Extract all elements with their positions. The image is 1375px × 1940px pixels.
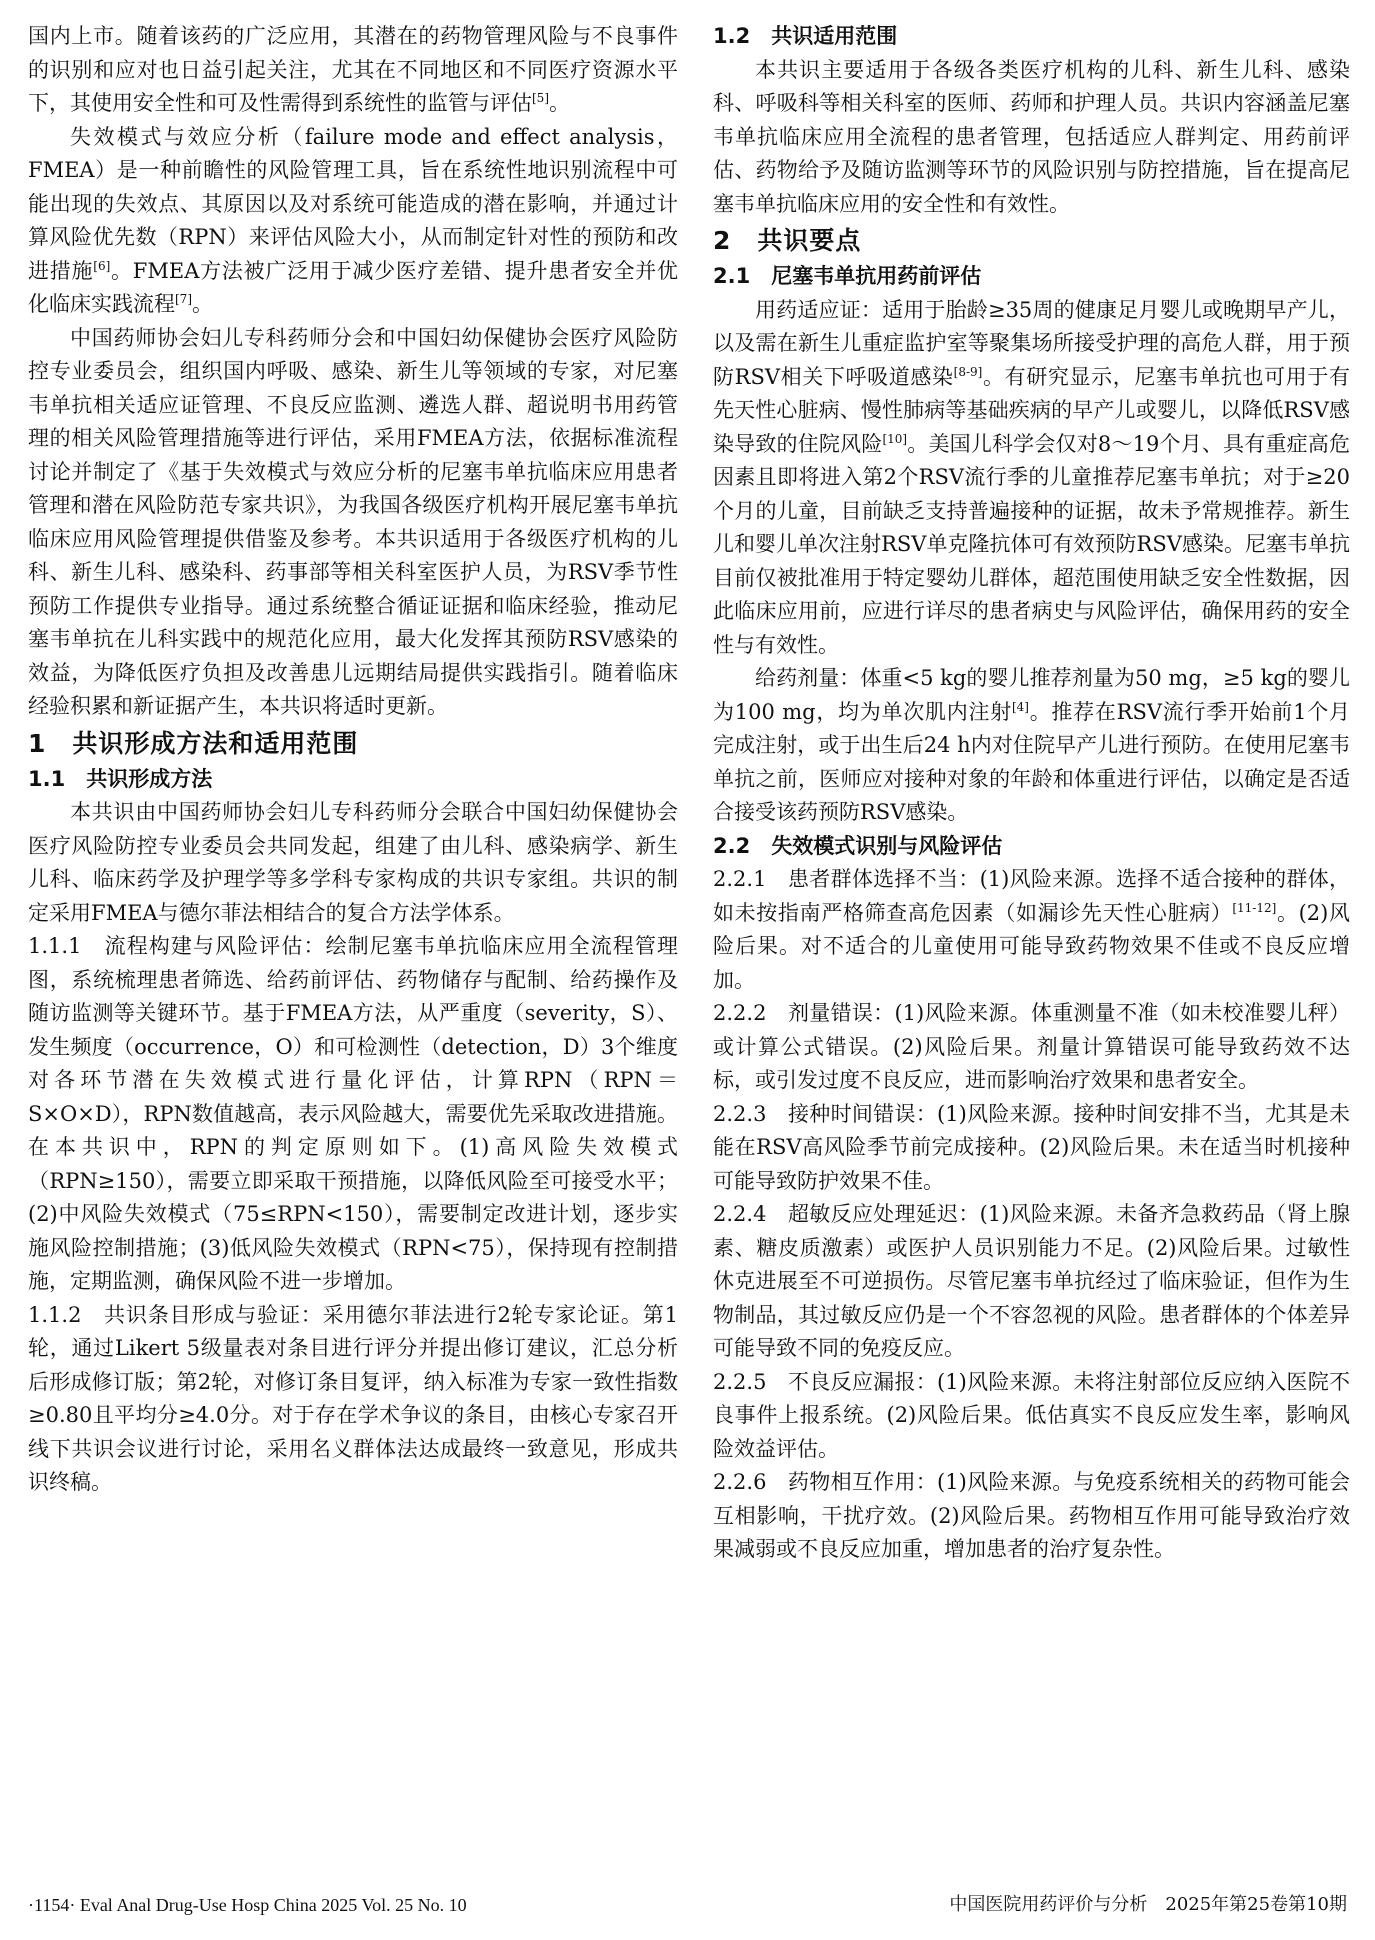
paragraph: 给药剂量：体重<5 kg的婴儿推荐剂量为50 mg，≥5 kg的婴儿为100 mg，均为单次肌内注射[4]。推荐在RSV流行季开始前1个月完成注射，或于出生后24 h内对住院早产儿进行预防。在使用尼塞韦单抗之前，医师应对接种对象的年龄和体重进行评估，以确定是否适合接受该药预防RSV感染。 <box>713 666 1350 824</box>
paragraph: 2.2.6 药物相互作用：(1)风险来源。与免疫系统相关的药物可能会互相影响，干扰疗效。(2)风险后果。药物相互作用可能导致治疗效果减弱或不良反应加重，增加患者的治疗复杂性。 <box>713 1470 1350 1561</box>
page-footer-left: ·1154· Eval Anal Drug-Use Hosp China 2025 Vol. 25 No. 10 <box>28 1895 467 1915</box>
left-column <box>28 20 678 1500</box>
paragraph: 1.1.1 流程构建与风险评估：绘制尼塞韦单抗临床应用全流程管理图，系统梳理患者筛选、给药前评估、药物储存与配制、给药操作及随访监测等关键环节。基于FMEA方法，从严重度（severity，S）、发生频度（occurrence，O）和可检测性（detection，D）3个维度对各环节潜在失效模式进行量化评估，计算RPN（RPN＝S×O×D），RPN数值越高，表示风险越大，需要优先采取改进措施。在本共识中，RPN的判定原则如下。(1)高风险失效模式（RPN≥150），需要立即采取干预措施，以降低风险至可接受水平；(2)中风险失效模式（75≤RPN<150），需要制定改进计划，逐步实施风险控制措施；(3)低风险失效模式（RPN<75），保持现有控制措施，定期监测，确保风险不进一步增加。 <box>28 934 678 1293</box>
subsection-heading: 2.2 失效模式识别与风险评估 <box>713 833 1003 858</box>
paragraph: 2.2.3 接种时间错误：(1)风险来源。接种时间安排不当，尤其是未能在RSV高风险季节前完成接种。(2)风险后果。未在适当时机接种可能导致防护效果不佳。 <box>713 1101 1350 1193</box>
paragraph: 国内上市。随着该药的广泛应用，其潜在的药物管理风险与不良事件的识别和应对也日益引起关注，尤其在不同地区和不同医疗资源水平下，其使用安全性和可及性需得到系统性的监管与评估[5]。 <box>28 24 678 115</box>
paragraph: 1.1.2 共识条目形成与验证：采用德尔菲法进行2轮专家论证。第1轮，通过Likert 5级量表对条目进行评分并提出修订建议，汇总分析后形成修订版；第2轮，对修订条目复评，纳入标准为专家一致性指数≥0.80且平均分≥4.0分。对于存在学术争议的条目，由核心专家召开线下共识会议进行讨论，采用名义群体法达成最终一致意见，形成共识终稿。 <box>28 1302 678 1494</box>
section-heading: 1 共识形成方法和适用范围 <box>28 728 359 758</box>
section-heading: 2 共识要点 <box>713 226 862 255</box>
citation[interactable]: [10] <box>882 431 908 446</box>
subsection-heading: 2.1 尼塞韦单抗用药前评估 <box>713 264 982 288</box>
citation[interactable]: [11-12] <box>1232 900 1277 915</box>
subsection-heading: 1.1 共识形成方法 <box>28 766 213 791</box>
paragraph: 2.2.1 患者群体选择不当：(1)风险来源。选择不适合接种的群体，如未按指南严格筛查高危因素（如漏诊先天性心脏病）[11-12]。(2)风险后果。对不适合的儿童使用可能导致药物效果不佳或不良反应增加。 <box>713 867 1350 992</box>
citation[interactable]: [8-9] <box>953 364 983 379</box>
citation[interactable]: [7] <box>175 292 192 306</box>
page-footer-right: 中国医院用药评价与分析 2025年第25卷第10期 <box>949 1894 1347 1915</box>
subsection-heading: 1.2 共识适用范围 <box>713 24 898 48</box>
paragraph: 失效模式与效应分析（failure mode and effect analysis，FMEA）是一种前瞻性的风险管理工具，旨在系统性地识别流程中可能出现的失效点、其原因以及对系统可能造成的潜在影响，并通过计算风险优先数（RPN）来评估风险大小，从而制定针对性的预防和改进措施[6]。FMEA方法被广泛用于减少医疗差错、提升患者安全并优化临床实践流程[7]。 <box>28 124 679 316</box>
paragraph: 中国药师协会妇儿专科药师分会和中国妇幼保健协会医疗风险防控专业委员会，组织国内呼吸、感染、新生儿等领域的专家，对尼塞韦单抗相关适应证管理、不良反应监测、遴选人群、超说明书用药管理的相关风险管理措施等进行评估，采用FMEA方法，依据标准流程讨论并制定了《基于失效模式与效应分析的尼塞韦单抗临床应用患者管理和潜在风险防范专家共识》，为我国各级医疗机构开展尼塞韦单抗临床应用风险管理提供借鉴及参考。本共识适用于各级医疗机构的儿科、新生儿科、感染科、药事部等相关科室医护人员，为RSV季节性预防工作提供专业指导。通过系统整合循证证据和临床经验，推动尼塞韦单抗在儿科实践中的规范化应用，最大化发挥其预防RSV感染的效益，为降低医疗负担及改善患儿远期结局提供实践指引。随着临床经验积累和新证据产生，本共识将适时更新。 <box>28 325 678 718</box>
citation[interactable]: [6] <box>93 258 111 273</box>
citation[interactable]: [4] <box>1011 699 1029 714</box>
right-column <box>713 20 1350 1567</box>
paragraph: 2.2.4 超敏反应处理延迟：(1)风险来源。未备齐急救药品（肾上腺素、糖皮质激素）或医护人员识别能力不足。(2)风险后果。过敏性休克进展至不可逆损伤。尽管尼塞韦单抗经过了临床验证，但作为生物制品，其过敏反应仍是一个不容忽视的风险。患者群体的个体差异可能导致不同的免疫反应。 <box>713 1202 1350 1360</box>
paragraph: 本共识主要适用于各级各类医疗机构的儿科、新生儿科、感染科、呼吸科等相关科室的医师、药师和护理人员。共识内容涵盖尼塞韦单抗临床应用全流程的患者管理，包括适应人群判定、用药前评估、药物给予及随访监测等环节的风险识别与防控措施，旨在提高尼塞韦单抗临床应用的安全性和有效性。 <box>713 57 1350 216</box>
paragraph: 用药适应证：适用于胎龄≥35周的健康足月婴儿或晚期早产儿，以及需在新生儿重症监护室等聚集场所接受护理的高危人群，用于预防RSV相关下呼吸道感染[8-9]。有研究显示，尼塞韦单抗也可用于有先天性心脏病、慢性肺病等基础疾病的早产儿或婴儿，以降低RSV感染导致的住院风险[10]。美国儿科学会仅对8～19个月、具有重症高危因素且即将进入第2个RSV流行季的儿童推荐尼塞韦单抗；对于≥20个月的儿童，目前缺乏支持普遍接种的证据，故未予常规推荐。新生儿和婴儿单次注射RSV单克隆抗体可有效预防RSV感染。尼塞韦单抗目前仅被批准用于特定婴幼儿群体，超范围使用缺乏安全性数据，因此临床应用前，应进行详尽的患者病史与风险评估，确保用药的安全性与有效性。 <box>713 297 1350 657</box>
paragraph: 2.2.5 不良反应漏报：(1)风险来源。未将注射部位反应纳入医院不良事件上报系统。(2)风险后果。低估真实不良反应发生率，影响风险效益评估。 <box>713 1369 1350 1461</box>
citation[interactable]: [5] <box>532 91 549 105</box>
paragraph: 本共识由中国药师协会妇儿专科药师分会联合中国妇幼保健协会医疗风险防控专业委员会共同发起，组建了由儿科、感染病学、新生儿科、临床药学及护理学等多学科专家构成的共识专家组。共识的制定采用FMEA与德尔菲法相结合的复合方法学体系。 <box>28 800 678 925</box>
paragraph: 2.2.2 剂量错误：(1)风险来源。体重测量不准（如未校准婴儿秤）或计算公式错误。(2)风险后果。剂量计算错误可能导致药效不达标，或引发过度不良反应，进而影响治疗效果和患者安全。 <box>713 1001 1350 1092</box>
